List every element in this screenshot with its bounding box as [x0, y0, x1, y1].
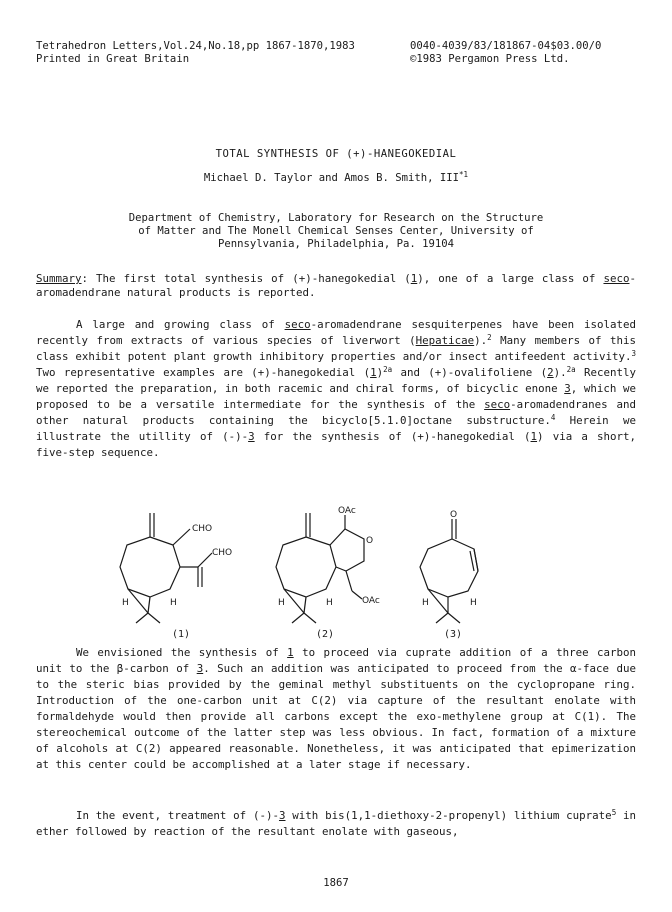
summary-text: : The first total synthesis of (+)-hanegokedial (: [81, 272, 411, 285]
summary: [36, 272, 636, 300]
article-title: TOTAL SYNTHESIS OF (+)-HANEGOKEDIAL: [215, 148, 457, 160]
s3-carbonyl-o-label: O: [450, 510, 458, 520]
s2-oac-top-label: OAc: [338, 506, 356, 516]
affiliation-line-1: Department of Chemistry, Laboratory for Research on the Structure: [128, 212, 544, 224]
s2-oac-bottom-label: OAc: [362, 596, 380, 606]
s3-h-left: H: [422, 598, 429, 608]
affiliation-line-2: of Matter and The Monell Chemical Senses Center, University of: [138, 225, 534, 237]
structure-label-2: (2): [316, 629, 335, 640]
journal-citation: Tetrahedron Letters,Vol.24,No.18,pp 1867-1870,1983: [36, 40, 355, 52]
issn-code: 0040-4039/83/181867-04$03.00/0: [410, 40, 602, 52]
s1-h-left: H: [122, 598, 129, 608]
summary-label: Summary: [36, 272, 82, 285]
summary-ref: 1: [410, 272, 418, 285]
structure-label-3: (3): [444, 629, 463, 640]
paragraph-3: In the event, treatment of (-)-3 with bis(1,1-diethoxy-2-propenyl) lithium cuprate$^5$ in ether followed by reaction of the resultant enolate with gaseous,: [36, 808, 636, 838]
s3-h-right: H: [470, 598, 477, 608]
printed-in: Printed in Great Britain: [36, 53, 190, 65]
authors: Michael D. Taylor and Amos B. Smith, III: [203, 172, 460, 184]
structure-label-1: (1): [172, 629, 191, 640]
s2-ring-o-label: O: [366, 536, 374, 546]
paragraph-1: A large and growing class of seco-aromadendrane sesquiterpenes have been isolated recently from extracts of various species of liverwort (Hepaticae).$^2$ Many members of this class exhibit potent plant growth inhibitory properties and/or insect antifeedent activity.$^3$ Two representative examples are (+)-hanegokedial $(1)^{2a}$ and (+)-ovalifoliene (2).$^{2a}$ Recently we reported the preparation, in both racemic and chiral forms, of bicyclic enone 3, which we proposed to be a versatile intermediate for the synthesis of the seco-aromadendranes and other natural products containing the bicyclo[5.1.0]octane substructure.$^4$ Herein we illustrate the utillity of (-)-3 for the synthesis of (+)-hanegokedial (1) via a short, five-step sequence.: [36, 318, 637, 459]
structure-2-ovalifoliene: [276, 513, 364, 623]
author-line: [0, 172, 672, 185]
author-footnote-mark: *1: [459, 170, 469, 179]
s2-h-left: H: [278, 598, 285, 608]
s1-cho-side-label: CHO: [212, 548, 233, 558]
summary-text-2: ), one of a large class of: [417, 272, 604, 285]
summary-text-3: -aromadendrane natural products is reported.: [36, 272, 636, 299]
summary-seco: seco: [603, 272, 630, 285]
s1-cho-top-label: CHO: [192, 524, 213, 534]
affiliation-line-3: Pennsylvania, Philadelphia, Pa. 19104: [218, 238, 454, 250]
copyright: ©1983 Pergamon Press Ltd.: [410, 53, 570, 65]
chemical-structures: [0, 505, 672, 645]
s2-h-right: H: [326, 598, 333, 608]
page-number: 1867: [323, 877, 349, 889]
paragraph-2: We envisioned the synthesis of 1 to proceed via cuprate addition of a three carbon unit to the β-carbon of 3. Such an addition was anticipated to proceed from the α-face due to the steric bias provided by the geminal methyl substituents on the cyclopropane ring. Introduction of the one-carbon unit at C(2) via capture of the resultant enolate with formaldehyde would then provide all carbons except the exo-methylene group at C(1). The stereochemical outcome of the latter step was less obvious. In fact, formation of a mixture of alcohols at C(2) appeared reasonable. Nonetheless, it was anticipated that epimerization at this center could be accomplished at a later stage if necessary.: [36, 646, 636, 771]
s1-h-right: H: [170, 598, 177, 608]
